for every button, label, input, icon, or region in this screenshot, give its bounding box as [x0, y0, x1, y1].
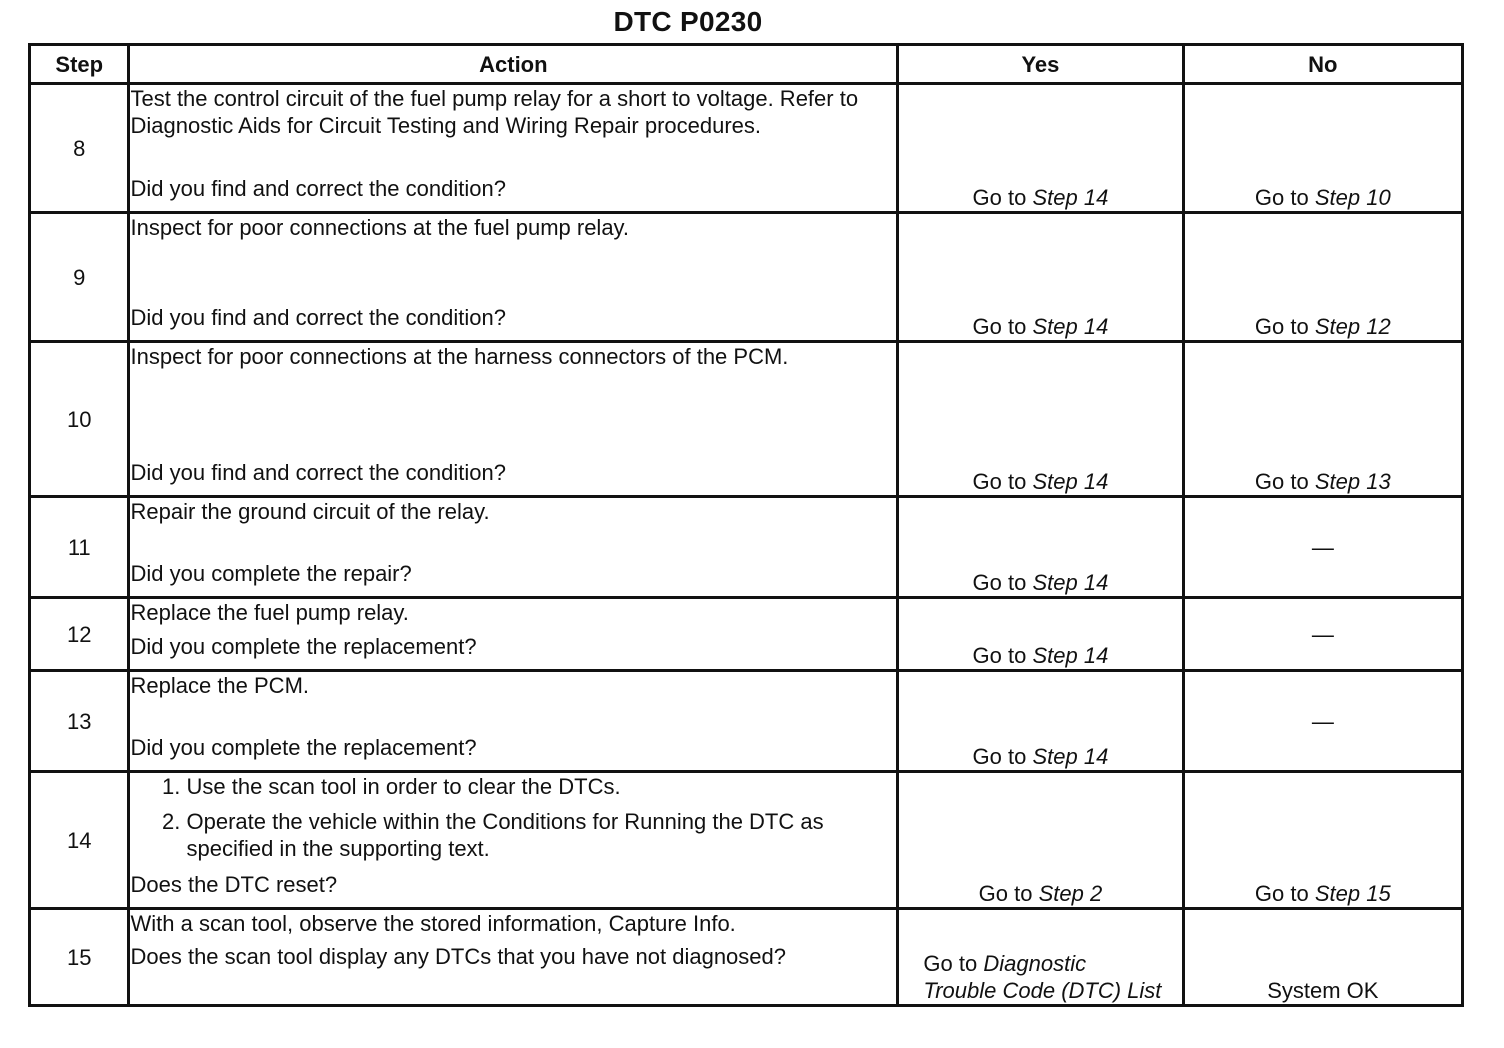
header-action: Action — [129, 45, 898, 84]
yes-step-link[interactable]: Step 14 — [1032, 570, 1109, 595]
yes-step-link[interactable]: Step 2 — [1038, 881, 1103, 906]
yes-prefix: Go to — [972, 643, 1027, 668]
action-question: Did you complete the replacement? — [130, 735, 477, 760]
step-number: 11 — [30, 497, 129, 598]
action-text: Test the control circuit of the fuel pump relay for a short to voltage. Refer to Diagnostic Aids for Circuit Testing and Wiring Repair procedures. — [130, 86, 859, 138]
step-number: 12 — [30, 598, 129, 671]
table-row — [30, 342, 1463, 497]
step-number: 8 — [30, 84, 129, 213]
action-question: Does the DTC reset? — [130, 872, 338, 897]
yes-step-link[interactable]: Step 14 — [1032, 185, 1109, 210]
action-cell — [129, 213, 898, 342]
table-row — [30, 671, 1463, 772]
action-cell — [129, 909, 898, 1006]
no-cell — [1183, 772, 1462, 909]
yes-step-link[interactable]: Step 14 — [1032, 314, 1109, 339]
no-step-link[interactable]: Step 13 — [1314, 469, 1391, 494]
table-row — [30, 213, 1463, 342]
header-step: Step — [30, 45, 129, 84]
table-row — [30, 497, 1463, 598]
yes-step-link[interactable]: Step 14 — [1032, 643, 1109, 668]
yes-step-link[interactable]: Step 14 — [1032, 744, 1109, 769]
yes-cell — [898, 342, 1183, 497]
action-question: Did you find and correct the condition? — [130, 460, 506, 485]
yes-prefix: Go to — [978, 881, 1033, 906]
procedure-step: 2. Operate the vehicle within the Conditions for Running the DTC as specified in the supporting text. — [186, 808, 896, 862]
page-title: DTC P0230 — [613, 6, 763, 37]
step-number: 14 — [30, 772, 129, 909]
action-text: Replace the fuel pump relay. — [130, 600, 409, 625]
yes-step-link[interactable]: Step 14 — [1032, 469, 1109, 494]
table-row — [30, 772, 1463, 909]
action-cell — [129, 84, 898, 213]
yes-cell — [898, 213, 1183, 342]
action-cell — [129, 497, 898, 598]
procedure-step: 1. Use the scan tool in order to clear the DTCs. — [186, 773, 896, 800]
step-number: 9 — [30, 213, 129, 342]
action-cell — [129, 598, 898, 671]
action-cell — [129, 671, 898, 772]
yes-prefix: Go to — [972, 314, 1027, 339]
no-prefix: Go to — [1254, 469, 1309, 494]
procedure-list — [130, 773, 896, 870]
table-row — [30, 598, 1463, 671]
dtc-list-link[interactable]: Diagnostic Trouble Code (DTC) List — [923, 951, 1162, 1003]
header-yes: Yes — [898, 45, 1183, 84]
yes-cell — [898, 909, 1183, 1006]
table-row — [30, 909, 1463, 1006]
action-cell — [129, 342, 898, 497]
yes-prefix: Go to — [923, 951, 978, 976]
no-step-link[interactable]: Step 12 — [1314, 314, 1391, 339]
table-row — [30, 84, 1463, 213]
no-cell-empty: — — [1183, 598, 1462, 671]
action-question: Does the scan tool display any DTCs that you have not diagnosed? — [130, 944, 786, 969]
no-cell — [1183, 213, 1462, 342]
yes-prefix: Go to — [972, 185, 1027, 210]
yes-prefix: Go to — [972, 469, 1027, 494]
action-text: Replace the PCM. — [130, 673, 310, 698]
action-question: Did you complete the replacement? — [130, 634, 477, 659]
no-step-link[interactable]: Step 15 — [1314, 881, 1391, 906]
yes-prefix: Go to — [972, 744, 1027, 769]
no-cell-empty: — — [1183, 671, 1462, 772]
action-cell — [129, 772, 898, 909]
step-number: 10 — [30, 342, 129, 497]
no-cell — [1183, 342, 1462, 497]
action-text: Inspect for poor connections at the fuel pump relay. — [130, 215, 630, 240]
action-question: Did you find and correct the condition? — [130, 176, 506, 201]
yes-cell — [898, 772, 1183, 909]
yes-cell — [898, 671, 1183, 772]
action-text: Repair the ground circuit of the relay. — [130, 499, 490, 524]
no-cell — [1183, 84, 1462, 213]
no-cell-empty: — — [1183, 497, 1462, 598]
dtc-table — [28, 43, 1464, 1007]
action-text: Inspect for poor connections at the harness connectors of the PCM. — [130, 344, 789, 369]
table-header-row — [30, 45, 1463, 84]
action-question: Did you complete the repair? — [130, 561, 412, 586]
yes-prefix: Go to — [972, 570, 1027, 595]
yes-cell — [898, 497, 1183, 598]
no-prefix: Go to — [1254, 314, 1309, 339]
yes-cell — [898, 84, 1183, 213]
no-cell: System OK — [1183, 909, 1462, 1006]
no-prefix: Go to — [1254, 881, 1309, 906]
header-no: No — [1183, 45, 1462, 84]
yes-diagnostic-link-wrap — [917, 950, 1163, 1004]
no-step-link[interactable]: Step 10 — [1314, 185, 1391, 210]
action-text: With a scan tool, observe the stored information, Capture Info. — [130, 911, 736, 936]
no-prefix: Go to — [1254, 185, 1309, 210]
step-number: 13 — [30, 671, 129, 772]
yes-cell — [898, 598, 1183, 671]
action-question: Did you find and correct the condition? — [130, 305, 506, 330]
step-number: 15 — [30, 909, 129, 1006]
